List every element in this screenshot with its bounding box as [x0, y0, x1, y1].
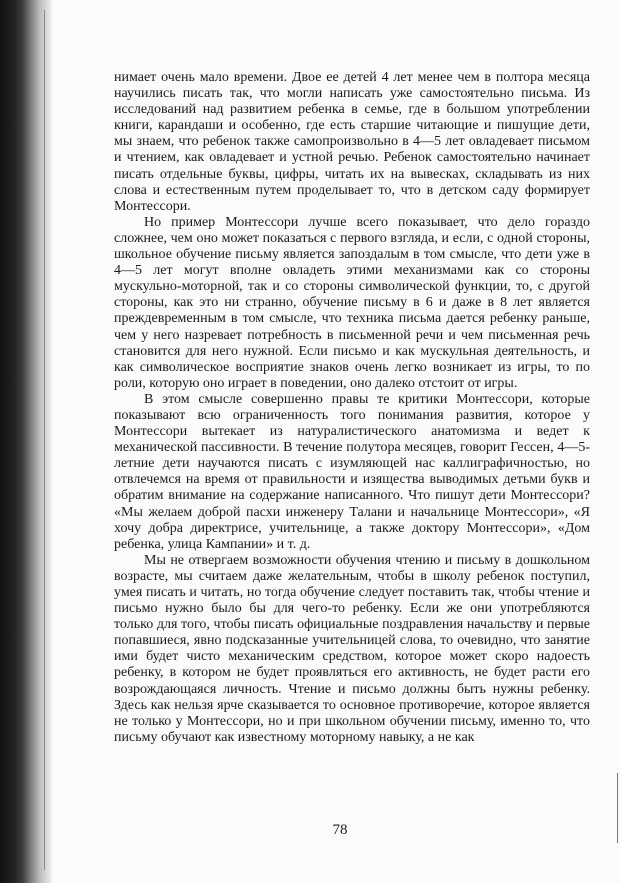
body-text [114, 70, 590, 746]
scan-edge-mark [617, 773, 618, 843]
page-number: 78 [332, 822, 348, 838]
paragraph-1: нимает очень мало времени. Двое ее детей 4 лет менее чем в полтора месяца научились писать так, что могли написать уже самостоятельно письма. Из исследований над развитием ребенка в семье, где в большом употреблении книги, карандаши и особенно, где есть старшие читающие и пишущие дети, мы знаем, что ребенок также самопроизвольно в 4—5 лет овладевает письмом и чтением, как овладевает и устной речью. Ребенок самостоятельно начинает писать отдельные буквы, цифры, читать их на вывесках, складывать из них слова и естественным путем проделывает то, что в детском саду формирует Монтессори. [114, 70, 590, 214]
binding-edge-line [44, 10, 45, 870]
paragraph-3: В этом смысле совершенно правы те критики Монтессори, которые показывают всю ограниченность того понимания развития, которое у Монтессори вытекает из натуралистического анатомизма и ведет к механической пассивности. В течение полутора месяцев, говорит Гессен, 4—5-летние дети научаются писать с изумляющей нас каллиграфичностью, но отвлечемся на время от правильности и изящества выводимых детьми букв и обратим внимание на содержание написанного. Что пишут дети Монтессори? «Мы желаем доброй пасхи инженеру Талани и начальнице Монтессори», «Я хочу добра директрисе, учительнице, а также доктору Монтессори», «Дом ребенка, улица Кампании» и т. д. [114, 391, 590, 552]
paragraph-2: Но пример Монтессори лучше всего показывает, что дело гораздо сложнее, чем оно может показаться с первого взгляда, и если, с одной стороны, школьное обучение письму является запоздалым в том смысле, что дети уже в 4—5 лет могут вполне овладеть этими механизмами как со стороны мускульно-моторной, так и со стороны символической функции, то, с другой стороны, как это ни странно, обучение письму в 6 и даже в 8 лет является преждевременным в том смысле, что техника письма дается ребенку раньше, чем у него назревает потребность в письменной речи и чем письменная речь становится для него нужной. Если письмо и как мускульная деятельность, и как символическое восприятие знаков очень легко возникает из игры, то по роли, которую оно играет в поведении, оно далеко отстоит от игры. [114, 214, 590, 391]
paragraph-4: Мы не отвергаем возможности обучения чтению и письму в дошкольном возрасте, мы считаем даже желательным, чтобы в школу ребенок поступил, умея писать и читать, но тогда обучение следует поставить так, чтобы чтение и письмо нужно было бы для чего-то ребенку. Если же они употребляются только для того, чтобы писать официальные поздравления начальству и первые попавшиеся, явно подсказанные учительницей слова, то очевидно, что занятие ими будет чисто механическим средством, которое может скоро надоесть ребенку, в котором не будет проявляться его активность, не будет расти его возрождающаяся личность. Чтение и письмо должны быть нужны ребенку. Здесь как нельзя ярче сказывается то основное противоречие, которое является не только у Монтессори, но и при школьном обучении письму, именно то, что письму обучают как известному моторному навыку, а не как [114, 552, 590, 745]
